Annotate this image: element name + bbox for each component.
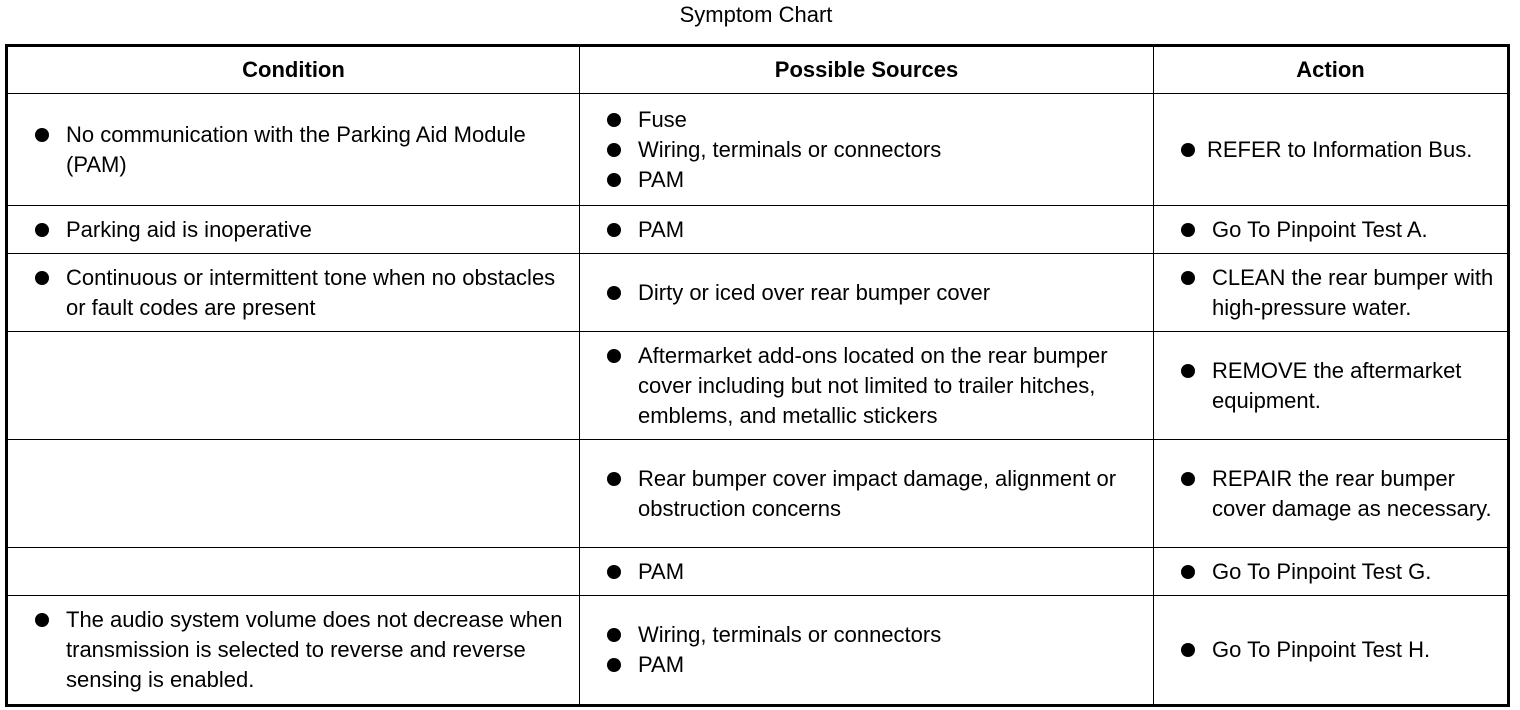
bullet-icon (35, 613, 49, 627)
item-text: Wiring, terminals or connectors (638, 622, 942, 647)
list-item (580, 165, 1153, 195)
list-item (580, 620, 1153, 650)
list-item (1154, 356, 1507, 416)
list-item (580, 135, 1153, 165)
symptom-chart-table (5, 44, 1510, 707)
bullet-icon (35, 128, 49, 142)
bullet-icon (35, 223, 49, 237)
table-row (7, 206, 1509, 254)
bullet-icon (607, 628, 621, 642)
list-item (8, 605, 579, 695)
bullet-list (580, 215, 1153, 245)
bullet-list (1154, 215, 1507, 245)
item-text: Fuse (638, 106, 687, 132)
sources-cell (580, 440, 1154, 548)
item-text: REFER to Information Bus. (1207, 136, 1473, 162)
action-cell (1154, 596, 1509, 706)
bullet-list (580, 620, 1153, 680)
bullet-list (1154, 356, 1507, 416)
item-text: Wiring, terminals or connectors (638, 136, 942, 162)
item-text: REMOVE the aftermarket equipment. (1212, 357, 1462, 413)
bullet-icon (1181, 271, 1195, 285)
sources-cell (580, 332, 1154, 440)
sources-cell (580, 596, 1154, 706)
bullet-list (8, 215, 579, 245)
bullet-list (1154, 635, 1507, 665)
item-text: PAM (638, 652, 685, 677)
bullet-list (580, 341, 1153, 431)
bullet-list (580, 278, 1153, 308)
list-item (580, 278, 1153, 308)
item-text: PAM (638, 216, 685, 242)
item-text: The audio system volume does not decrease when transmission is selected to reverse and reverse sensing is enabled. (66, 607, 563, 692)
bullet-icon (607, 173, 621, 187)
bullet-icon (1181, 643, 1195, 657)
table-row (7, 596, 1509, 706)
list-item (1154, 263, 1507, 323)
header-action: Action (1154, 46, 1509, 94)
bullet-icon (1181, 565, 1195, 579)
item-text: PAM (638, 558, 685, 584)
sources-cell (580, 254, 1154, 332)
action-cell (1154, 254, 1509, 332)
bullet-icon (607, 349, 621, 363)
table-row (7, 94, 1509, 206)
action-cell (1154, 548, 1509, 596)
bullet-icon (1181, 364, 1195, 378)
bullet-list (1154, 135, 1507, 165)
item-text: Rear bumper cover impact damage, alignment or obstruction concerns (638, 465, 1117, 521)
table-row (7, 548, 1509, 596)
list-item (580, 557, 1153, 587)
item-text: No communication with the Parking Aid Module (PAM) (66, 121, 526, 177)
list-item (1154, 635, 1507, 665)
bullet-list (580, 464, 1153, 524)
list-item (1154, 557, 1507, 587)
list-item (1154, 215, 1507, 245)
bullet-list (580, 105, 1153, 195)
list-item (580, 464, 1153, 524)
action-cell (1154, 94, 1509, 206)
bullet-icon (607, 565, 621, 579)
sources-cell (580, 548, 1154, 596)
action-cell (1154, 440, 1509, 548)
sources-cell (580, 94, 1154, 206)
bullet-icon (607, 472, 621, 486)
item-text: CLEAN the rear bumper with high-pressure water. (1212, 264, 1494, 320)
bullet-list (580, 557, 1153, 587)
bullet-icon (1181, 143, 1195, 157)
action-cell (1154, 332, 1509, 440)
item-text: Go To Pinpoint Test A. (1212, 216, 1428, 242)
item-text: Go To Pinpoint Test G. (1212, 558, 1432, 584)
condition-cell (7, 548, 580, 596)
condition-cell (7, 206, 580, 254)
bullet-icon (607, 113, 621, 127)
bullet-list (1154, 464, 1507, 524)
bullet-list (8, 605, 579, 695)
item-text: Parking aid is inoperative (66, 216, 312, 242)
list-item (8, 263, 579, 323)
bullet-icon (1181, 223, 1195, 237)
condition-cell (7, 440, 580, 548)
condition-cell (7, 94, 580, 206)
bullet-list (1154, 557, 1507, 587)
list-item (580, 341, 1153, 431)
bullet-icon (1181, 472, 1195, 486)
bullet-list (8, 120, 579, 180)
list-item (8, 120, 579, 180)
item-text: Go To Pinpoint Test H. (1212, 637, 1431, 662)
item-text: PAM (638, 166, 685, 192)
bullet-icon (607, 143, 621, 157)
bullet-icon (607, 223, 621, 237)
condition-cell (7, 254, 580, 332)
bullet-icon (607, 658, 621, 672)
list-item (580, 215, 1153, 245)
list-item (1154, 135, 1507, 165)
table-row (7, 332, 1509, 440)
table-row (7, 254, 1509, 332)
item-text: REPAIR the rear bumper cover damage as necessary. (1212, 465, 1492, 521)
condition-cell (7, 332, 580, 440)
list-item (1154, 464, 1507, 524)
bullet-icon (35, 271, 49, 285)
action-cell (1154, 206, 1509, 254)
list-item (8, 215, 579, 245)
item-text: Dirty or iced over rear bumper cover (638, 279, 991, 305)
table-row (7, 440, 1509, 548)
list-item (580, 650, 1153, 680)
item-text: Continuous or intermittent tone when no obstacles or fault codes are present (66, 264, 556, 320)
header-condition: Condition (7, 46, 580, 94)
header-row (7, 46, 1509, 94)
header-possible-sources: Possible Sources (580, 46, 1154, 94)
condition-cell (7, 596, 580, 706)
bullet-list (1154, 263, 1507, 323)
list-item (580, 105, 1153, 135)
chart-title: Symptom Chart (679, 2, 833, 27)
sources-cell (580, 206, 1154, 254)
item-text: Aftermarket add-ons located on the rear bumper cover including but not limited to trailer hitches, emblems, and metallic stickers (638, 342, 1108, 428)
bullet-icon (607, 286, 621, 300)
bullet-list (8, 263, 579, 323)
